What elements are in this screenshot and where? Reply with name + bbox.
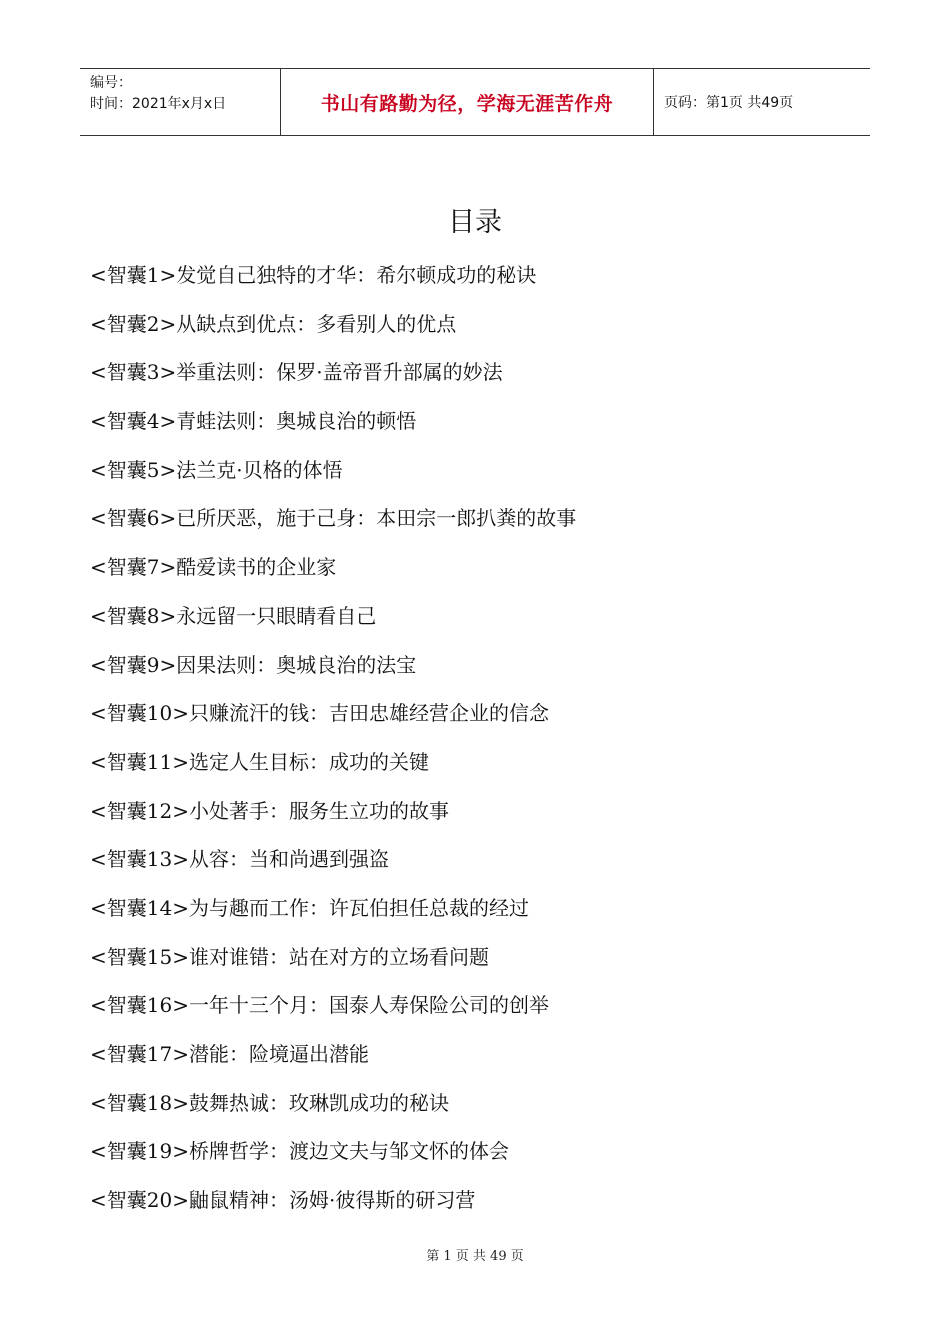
toc-item[interactable]: <智囊1>发觉自己独特的才华：希尔顿成功的秘诀 [90, 263, 537, 287]
toc-item[interactable]: <智囊14>为与趣而工作：许瓦伯担任总裁的经过 [90, 895, 529, 920]
toc-item[interactable]: <智囊9>因果法则：奥城良治的法宝 [90, 652, 417, 677]
header-meta-cell [80, 69, 281, 135]
toc-item[interactable]: <智囊3>举重法则：保罗·盖帝晋升部属的妙法 [90, 360, 503, 385]
toc-item[interactable]: <智囊11>选定人生目标：成功的关键 [90, 749, 429, 774]
toc-item[interactable]: <智囊12>小处著手：服务生立功的故事 [90, 798, 449, 823]
toc-item[interactable]: <智囊7>酷爱读书的企业家 [90, 555, 337, 580]
toc-item[interactable]: <智囊4>青蛙法则：奥城良治的顿悟 [90, 409, 417, 434]
header-page-info: 页码：第1页 共49页 [664, 95, 794, 111]
page-footer: 第 1 页 共 49 页 [426, 1249, 524, 1264]
document-header [80, 68, 870, 136]
toc-item[interactable]: <智囊5>法兰克·贝格的体悟 [90, 457, 343, 482]
toc-item[interactable]: <智囊15>谁对谁错：站在对方的立场看问题 [90, 944, 489, 969]
date-label: 时间：2021年x月x日 [90, 96, 227, 112]
toc-item[interactable]: <智囊8>永远留一只眼睛看自己 [90, 603, 377, 628]
serial-number-label: 编号： [90, 75, 132, 91]
toc-item[interactable]: <智囊13>从容：当和尚遇到强盗 [90, 847, 389, 872]
toc-item[interactable]: <智囊2>从缺点到优点：多看别人的优点 [90, 311, 457, 336]
toc-item[interactable]: <智囊20>鼬鼠精神：汤姆·彼得斯的研习营 [90, 1188, 476, 1213]
toc-title: 目录 [448, 207, 502, 238]
toc-item[interactable]: <智囊18>鼓舞热诚：玫琳凯成功的秘诀 [90, 1090, 449, 1115]
header-motto-cell [281, 69, 654, 135]
toc-item[interactable]: <智囊6>已所厌恶，施于己身：本田宗一郎扒粪的故事 [90, 506, 577, 531]
header-page-cell [654, 69, 870, 135]
header-motto: 书山有路勤为径，学海无涯苦作舟 [320, 92, 614, 115]
toc-item[interactable]: <智囊16>一年十三个月：国泰人寿保险公司的创举 [90, 993, 549, 1018]
toc-item[interactable]: <智囊19>桥牌哲学：渡边文夫与邹文怀的体会 [90, 1139, 509, 1164]
toc-item[interactable]: <智囊10>只赚流汗的钱：吉田忠雄经营企业的信念 [90, 701, 549, 726]
toc-item[interactable]: <智囊17>潜能：险境逼出潜能 [90, 1042, 369, 1066]
toc-list [90, 253, 576, 1227]
